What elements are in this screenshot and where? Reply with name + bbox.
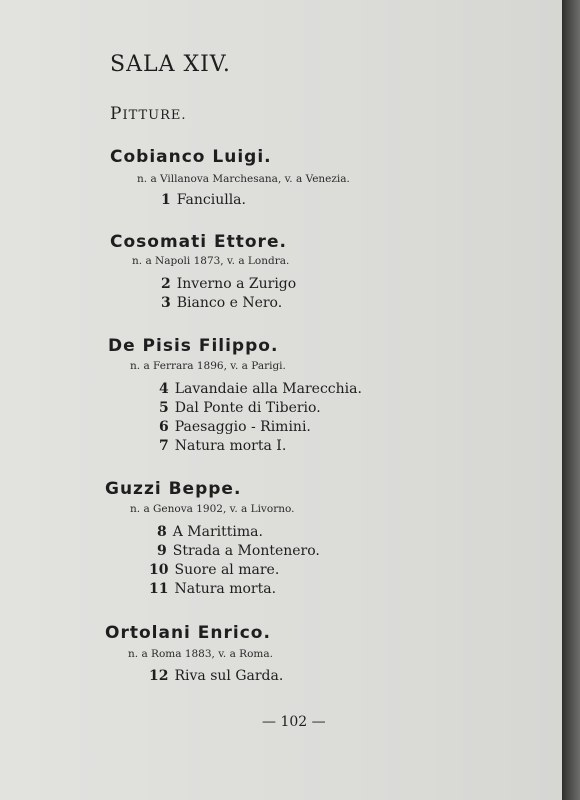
artwork-entry [161,276,296,292]
artwork-title: Fanciulla. [176,192,246,208]
artist-name: Guzzi Beppe. [105,479,242,499]
artwork-number: 6 [159,419,169,435]
room-heading: SALA XIV. [110,52,231,77]
artwork-number: 4 [159,381,169,397]
artwork-title: A Marittima. [172,524,263,540]
artwork-title: Strada a Montenero. [172,543,320,559]
artwork-title: Paesaggio - Rimini. [174,419,311,435]
artwork-title: Inverno a Zurigo [176,276,297,292]
artwork-entry [159,400,321,416]
artwork-title: Bianco e Nero. [176,295,283,311]
section-heading [110,104,187,124]
artwork-entry [149,668,283,684]
artwork-title: Suore al mare. [174,562,280,578]
artwork-entry [159,381,362,397]
artwork-title: Riva sul Garda. [174,668,284,684]
artwork-number: 8 [157,524,167,540]
artist-name: Cobianco Luigi. [110,147,272,167]
artwork-number: 2 [161,276,171,292]
artist-bio: n. a Villanova Marchesana, v. a Venezia. [137,173,350,185]
artwork-title: Lavandaie alla Marecchia. [174,381,362,397]
artwork-number: 7 [159,438,169,454]
artwork-title: Natura morta I. [174,438,287,454]
artist-name: Ortolani Enrico. [105,623,271,643]
artwork-entry [161,295,282,311]
artwork-title: Natura morta. [174,581,277,597]
artwork-entry [159,438,286,454]
artwork-entry [161,192,246,208]
artwork-number: 11 [149,581,169,597]
artist-bio: n. a Ferrara 1896, v. a Parigi. [130,360,286,372]
section-heading-initial: P [110,104,123,124]
artwork-number: 1 [161,192,171,208]
artist-name: De Pisis Filippo. [108,336,279,356]
artwork-number: 3 [161,295,171,311]
artwork-entry [157,524,263,540]
artwork-number: 12 [149,668,169,684]
artist-bio: n. a Roma 1883, v. a Roma. [128,648,273,660]
page-number: — 102 — [262,714,326,730]
artwork-entry [149,562,279,578]
artwork-entry [159,419,311,435]
artwork-entry [149,581,276,597]
artwork-number: 9 [157,543,167,559]
artist-bio: n. a Genova 1902, v. a Livorno. [130,503,295,515]
artwork-title: Dal Ponte di Tiberio. [174,400,321,416]
artist-name: Cosomati Ettore. [110,232,287,252]
book-spine-edge [562,0,580,800]
artist-bio: n. a Napoli 1873, v. a Londra. [132,255,290,267]
artwork-entry [157,543,320,559]
artwork-number: 10 [149,562,169,578]
section-heading-rest: ITTURE. [122,108,187,123]
artwork-number: 5 [159,400,169,416]
